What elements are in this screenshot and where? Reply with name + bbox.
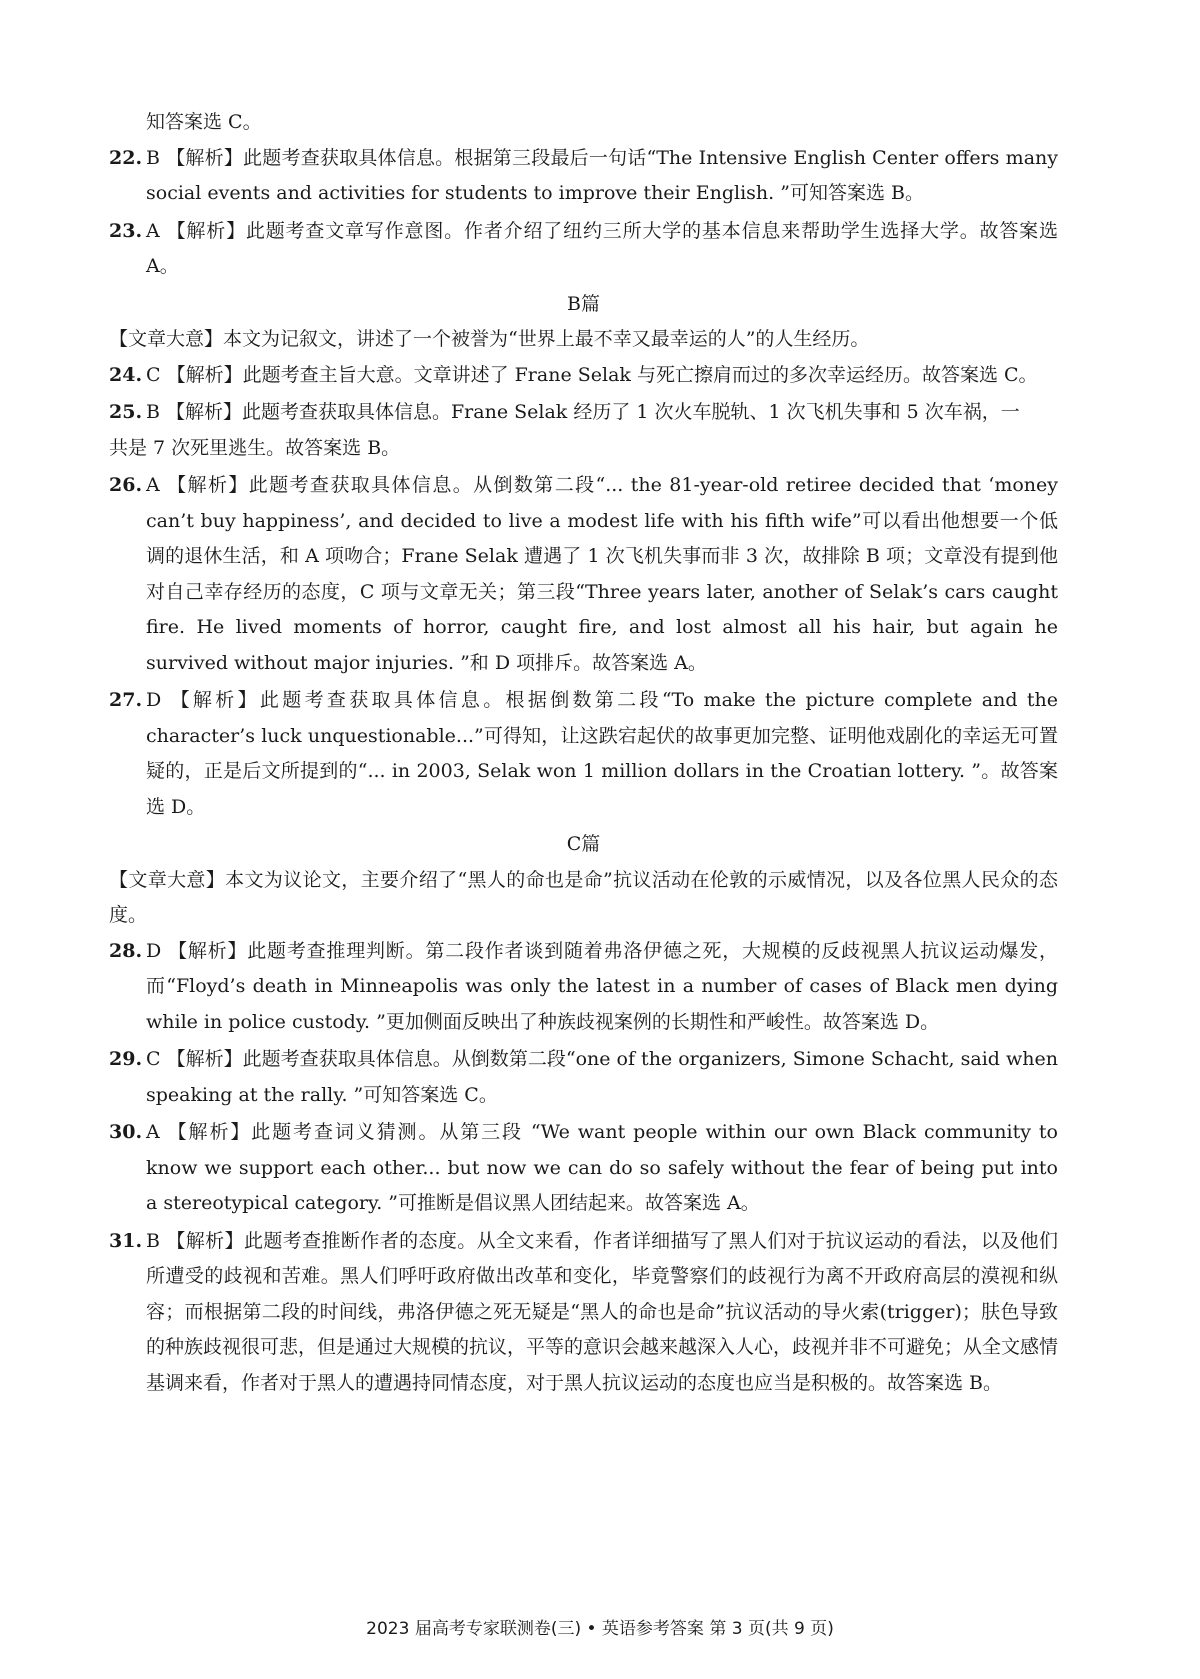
item-text: A 【解析】此题考查获取具体信息。从倒数第二段“... the 81-year-old retiree decided that ‘money can’t buy happiness’, and decided to live a modest life with his fifth wife”可以看出他想要一个低调的退休生活，和 A 项吻合；Frane Selak 遭遇了 1 次飞机失事而非 3 次，故排除 B 项；文章没有提到他对自己幸存经历的态度，C 项与文章无关；第三段“Three years later, another of Selak’s cars caught fire. He lived moments of horror, caught fire, and lost almost all his hair, but again he survived without major injuries. ”和 D 项排斥。故答案选 A。 [146, 474, 1058, 674]
page-footer: 2023 届高考专家联测卷(三) • 英语参考答案 第 3 页(共 9 页) [366, 1619, 834, 1639]
answer-item-23 [109, 214, 1058, 285]
item-number: 31. [109, 1229, 143, 1252]
item-number: 28. [109, 939, 143, 962]
item-number: 29. [109, 1048, 143, 1070]
answer-item-28 [109, 934, 1058, 1041]
item-number: 27. [109, 689, 143, 711]
item-number: 23. [109, 219, 143, 242]
item-text: A 【解析】此题考查词义猜测。从第三段 “We want people within our own Black community to know we support each other... but now we can do so safely without the fear of being put into a stereotypical category. ”可推断是倡议黑人团结起来。故答案选 A。 [146, 1121, 1058, 1214]
item-25-continuation: 共是 7 次死里逃生。故答案选 B。 [109, 436, 401, 459]
lead-text: 知答案选 C。 [146, 111, 262, 133]
answer-item-22 [109, 141, 1058, 212]
item-text: B 【解析】此题考查获取具体信息。根据第三段最后一句话“The Intensive English Center offers many social events and activities for students to improve their English. ”可知答案选 B。 [146, 146, 1058, 204]
answer-item-27 [109, 683, 1058, 825]
item-number: 30. [109, 1121, 143, 1143]
item-number: 22. [109, 146, 143, 169]
answer-item-30 [109, 1115, 1058, 1222]
item-text: D 【解析】此题考查推理判断。第二段作者谈到随着弗洛伊德之死，大规模的反歧视黑人抗议运动爆发，而“Floyd’s death in Minneapolis was only the latest in a number of cases of Black men dying while in police custody. ”更加侧面反映出了种族歧视案例的长期性和严峻性。故答案选 D。 [146, 939, 1058, 1033]
item-number: 24. [109, 363, 143, 386]
section-summary-b: 【文章大意】本文为记叙文，讲述了一个被誉为“世界上最不幸又最幸运的人”的人生经历。 [109, 328, 870, 350]
section-summary-c: 【文章大意】本文为议论文，主要介绍了“黑人的命也是命”抗议活动在伦敦的示威情况，以及各位黑人民众的态度。 [109, 868, 1058, 926]
answer-item-31 [109, 1224, 1058, 1402]
answer-item-25 [109, 395, 1058, 431]
answer-item-24 [109, 358, 1058, 394]
item-text: C 【解析】此题考查获取具体信息。从倒数第二段“one of the organizers, Simone Schacht, said when speaking at the rally. ”可知答案选 C。 [146, 1048, 1058, 1106]
answer-key-page [109, 105, 1058, 1403]
item-text: D 【解析】此题考查获取具体信息。根据倒数第二段“To make the picture complete and the character’s luck unquestionable...”可得知，让这跌宕起伏的故事更加完整、证明他戏剧化的幸运无可置疑的，正是后文所提到的“... in 2003, Selak won 1 million dollars in the Croatian lottery. ”。故答案选 D。 [146, 689, 1058, 818]
section-heading-c: C篇 [566, 833, 601, 855]
item-text: B 【解析】此题考查获取具体信息。Frane Selak 经历了 1 次火车脱轨、1 次飞机失事和 5 次车祸，一 [146, 401, 1020, 423]
item-text: C 【解析】此题考查主旨大意。文章讲述了 Frane Selak 与死亡擦肩而过的多次幸运经历。故答案选 C。 [146, 363, 1038, 386]
answer-item-26 [109, 468, 1058, 681]
item-text: B 【解析】此题考查推断作者的态度。从全文来看，作者详细描写了黑人们对于抗议运动的看法，以及他们所遭受的歧视和苦难。黑人们呼吁政府做出改革和变化，毕竟警察们的歧视行为离不开政府高层的漠视和纵容；而根据第二段的时间线，弗洛伊德之死无疑是“黑人的命也是命”抗议活动的导火索(trigger)；肤色导致的种族歧视很可悲，但是通过大规模的抗议，平等的意识会越来越深入人心，歧视并非不可避免；从全文感情基调来看，作者对于黑人的遭遇持同情态度，对于黑人抗议运动的态度也应当是积极的。故答案选 B。 [146, 1229, 1059, 1394]
item-number: 25. [109, 401, 143, 423]
section-heading-b: B篇 [567, 292, 600, 315]
item-text: A 【解析】此题考查文章写作意图。作者介绍了纽约三所大学的基本信息来帮助学生选择大学。故答案选 A。 [146, 219, 1058, 277]
item-number: 26. [109, 474, 143, 496]
answer-item-29 [109, 1042, 1058, 1113]
